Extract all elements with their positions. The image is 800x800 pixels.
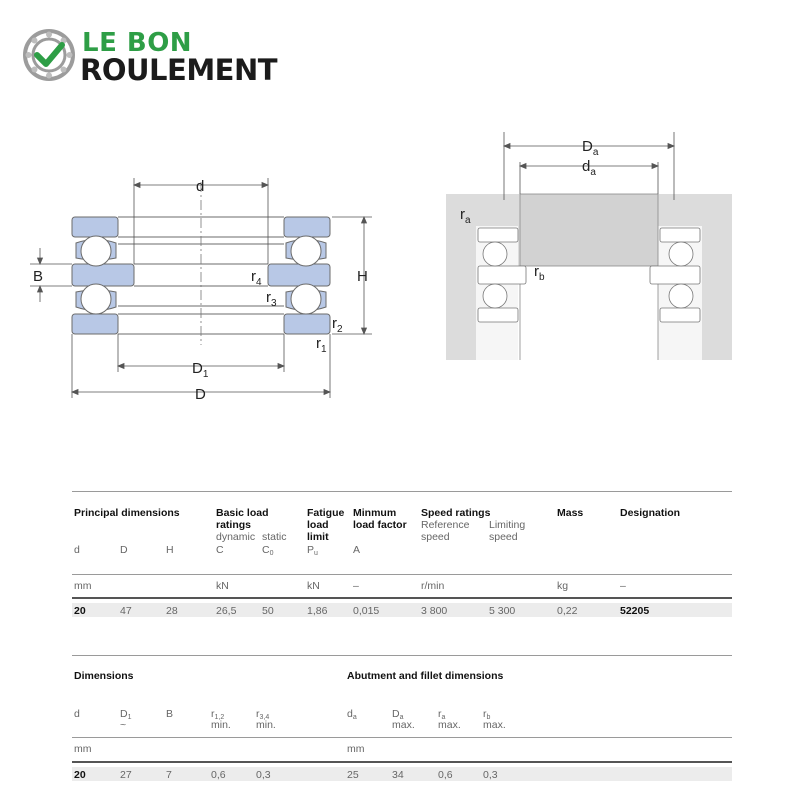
- header-reference: Reference: [421, 519, 470, 531]
- cell-B: 7: [166, 769, 172, 781]
- fillet-label-r4: $r_4$: [251, 268, 262, 288]
- cell-Pu: 1,86: [307, 605, 328, 617]
- header-principal-dimensions: Principal dimensions: [74, 507, 180, 519]
- symbol-ra: $r_a$: [438, 708, 446, 721]
- symbol-Da-max: max.: [392, 719, 415, 731]
- header-abutment-fillet: Abutment and fillet dimensions: [347, 670, 504, 682]
- cell-limiting-speed: 5 300: [489, 605, 516, 617]
- unit-mm: mm: [74, 743, 92, 755]
- brand-line-2: ROULEMENT: [80, 53, 278, 87]
- cell-r34: 0,3: [256, 769, 271, 781]
- unit-kg: kg: [557, 580, 569, 592]
- header-designation: Designation: [620, 507, 681, 519]
- header-fatigue-load: load: [307, 519, 329, 531]
- cell-da: 25: [347, 769, 359, 781]
- header-min-load-factor: load factor: [353, 519, 407, 531]
- unit-mm: mm: [74, 580, 92, 592]
- header-basic-load: Basic load: [216, 507, 269, 519]
- unit-dash: –: [620, 580, 626, 592]
- cell-D: 47: [120, 605, 132, 617]
- header-limiting-speed: speed: [489, 531, 518, 543]
- unit-rmin: r/min: [421, 580, 445, 592]
- cell-H: 28: [166, 605, 178, 617]
- symbol-r34: $r_{3,4}$: [256, 708, 270, 721]
- table-rule: [72, 655, 732, 656]
- header-basic-load-ratings: ratings: [216, 519, 252, 531]
- fillet-label-rb: $r_b$: [534, 263, 545, 283]
- symbol-D1: $D_1$: [120, 708, 132, 721]
- cell-mass: 0,22: [557, 605, 578, 617]
- cell-A: 0,015: [353, 605, 380, 617]
- header-reference-speed: speed: [421, 531, 450, 543]
- symbol-D: D: [120, 544, 128, 556]
- cell-d: 20: [74, 769, 86, 781]
- dim-label-da: $d_a$: [582, 158, 596, 178]
- table-rule: [72, 597, 732, 599]
- header-static: static: [262, 531, 287, 543]
- cell-C: 26,5: [216, 605, 237, 617]
- fillet-label-r3: $r_3$: [266, 289, 277, 309]
- symbol-C: C: [216, 544, 224, 556]
- fillet-label-r1: $r_1$: [316, 335, 327, 355]
- cell-d: 20: [74, 605, 86, 617]
- cell-rb: 0,3: [483, 769, 498, 781]
- symbol-r12-min: min.: [211, 719, 231, 731]
- unit-mm: mm: [347, 743, 365, 755]
- symbol-d: d: [74, 544, 80, 556]
- header-min-load: Minmum: [353, 507, 397, 519]
- cell-ra: 0,6: [438, 769, 453, 781]
- cell-C0: 50: [262, 605, 274, 617]
- table-rule: [72, 761, 732, 763]
- dim-label-d: d: [196, 178, 205, 195]
- symbol-rb-max: max.: [483, 719, 506, 731]
- header-mass: Mass: [557, 507, 584, 519]
- symbol-A: A: [353, 544, 361, 556]
- cell-designation: 52205: [620, 605, 650, 617]
- unit-kN: kN: [307, 580, 320, 592]
- unit-kN: kN: [216, 580, 229, 592]
- symbol-d: d: [74, 708, 80, 720]
- fillet-label-ra: $r_a$: [460, 206, 471, 226]
- table-rule: [72, 574, 732, 575]
- cell-r12: 0,6: [211, 769, 226, 781]
- header-limiting: Limiting: [489, 519, 526, 531]
- unit-dash: –: [353, 580, 359, 592]
- symbol-Da: $D_a$: [392, 708, 404, 721]
- cell-Da: 34: [392, 769, 404, 781]
- dim-label-D1: $D_1$: [192, 360, 209, 380]
- symbol-H: H: [166, 544, 174, 556]
- table-rule: [72, 737, 732, 738]
- header-dynamic: dynamic: [216, 531, 256, 543]
- symbol-r34-min: min.: [256, 719, 276, 731]
- symbol-rb: $r_b$: [483, 708, 491, 721]
- symbol-Pu: $P_u$: [307, 544, 318, 557]
- abutment-drawing: [446, 132, 732, 360]
- brand-line-1: LE BON: [82, 28, 193, 58]
- fillet-label-r2: $r_2$: [332, 315, 343, 335]
- dim-label-B: B: [33, 268, 44, 285]
- symbol-C0: $C_0$: [262, 544, 274, 557]
- table-rule: [72, 491, 732, 492]
- symbol-B: B: [166, 708, 174, 720]
- dim-label-Da: $D_a$: [582, 138, 599, 158]
- header-fatigue: Fatigue: [307, 507, 345, 519]
- dim-label-H: H: [357, 268, 368, 285]
- symbol-D1-approx: ~: [120, 719, 127, 731]
- dim-label-D: D: [195, 386, 206, 403]
- cell-D1: 27: [120, 769, 132, 781]
- symbol-da: $d_a$: [347, 708, 357, 721]
- cell-reference-speed: 3 800: [421, 605, 448, 617]
- header-fatigue-limit: limit: [307, 531, 329, 543]
- symbol-r12: $r_{1,2}$: [211, 708, 225, 721]
- symbol-ra-max: max.: [438, 719, 461, 731]
- header-speed-ratings: Speed ratings: [421, 507, 491, 519]
- header-dimensions: Dimensions: [74, 670, 134, 682]
